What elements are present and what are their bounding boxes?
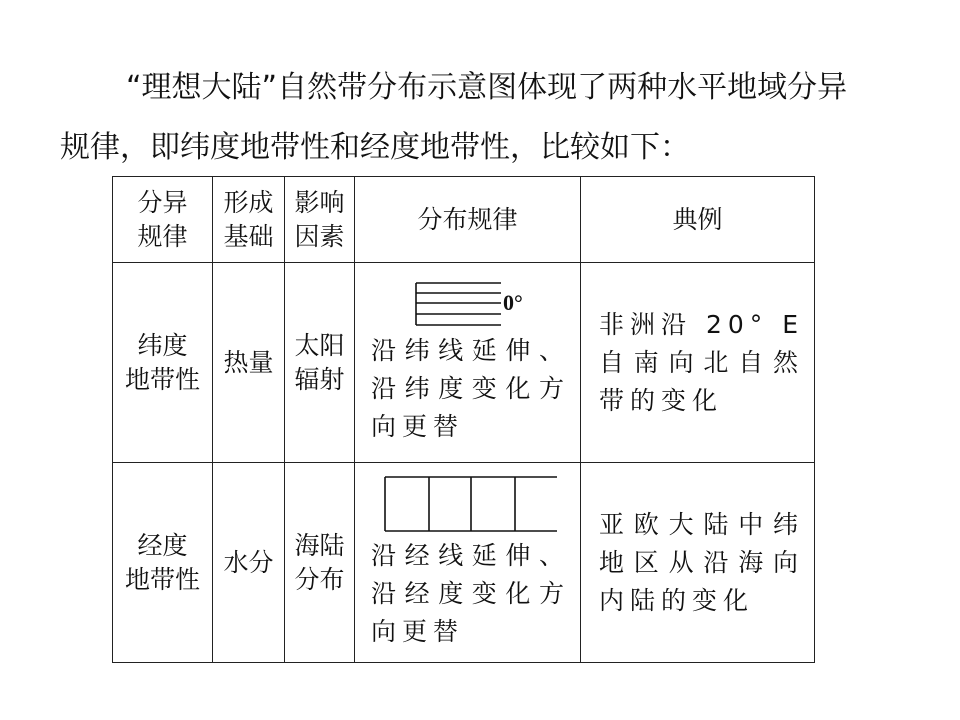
row-latitudinal-type — [113, 263, 213, 463]
latitudinal-zone-diagram — [413, 280, 543, 328]
table-header-row — [113, 177, 815, 263]
intro-line-2: 规律，即纬度地带性和经度地带性，比较如下： — [60, 130, 690, 165]
header-basis — [213, 177, 285, 263]
equator-label: 0° — [503, 289, 523, 315]
header-rule — [355, 177, 581, 263]
header-example — [581, 177, 815, 263]
row-latitudinal-basis — [213, 263, 285, 463]
header-factor — [285, 177, 355, 263]
header-factor-text: 影响 因素 — [294, 187, 345, 251]
table-row — [113, 463, 815, 663]
row-longitudinal-example — [581, 463, 815, 663]
longitudinal-zone-diagram — [383, 475, 559, 533]
row-latitudinal-example-text: 非洲沿 20° E 自南向北自然带的变化 — [599, 309, 805, 415]
table-row — [113, 263, 815, 463]
row-longitudinal-factor-text: 海陆 分布 — [294, 530, 345, 594]
row-latitudinal-factor — [285, 263, 355, 463]
row-latitudinal-rule-text: 沿纬线延伸、沿纬度变化方向更替 — [371, 335, 570, 441]
header-example-text: 典例 — [672, 204, 723, 234]
header-type-text: 分异 规律 — [137, 187, 188, 251]
row-latitudinal-rule — [355, 263, 581, 463]
row-longitudinal-rule — [355, 463, 581, 663]
row-longitudinal-type-text: 经度 地带性 — [124, 530, 200, 594]
header-rule-text: 分布规律 — [417, 204, 518, 234]
row-latitudinal-example — [581, 263, 815, 463]
comparison-table — [112, 176, 815, 663]
row-longitudinal-basis — [213, 463, 285, 663]
row-longitudinal-factor — [285, 463, 355, 663]
row-latitudinal-type-text: 纬度 地带性 — [124, 330, 200, 394]
row-latitudinal-basis-text: 热量 — [223, 347, 274, 377]
row-longitudinal-type — [113, 463, 213, 663]
header-basis-text: 形成 基础 — [223, 187, 274, 251]
row-longitudinal-rule-text: 沿经线延伸、沿经度变化方向更替 — [371, 540, 570, 646]
intro-paragraph — [60, 58, 910, 178]
header-type — [113, 177, 213, 263]
row-longitudinal-basis-text: 水分 — [223, 547, 274, 577]
row-latitudinal-factor-text: 太阳 辐射 — [294, 330, 345, 394]
intro-line-1: “理想大陆”自然带分布示意图体现了两种水平地域分异 — [126, 70, 848, 105]
row-longitudinal-example-text: 亚欧大陆中纬地区从沿海向内陆的变化 — [599, 509, 804, 615]
